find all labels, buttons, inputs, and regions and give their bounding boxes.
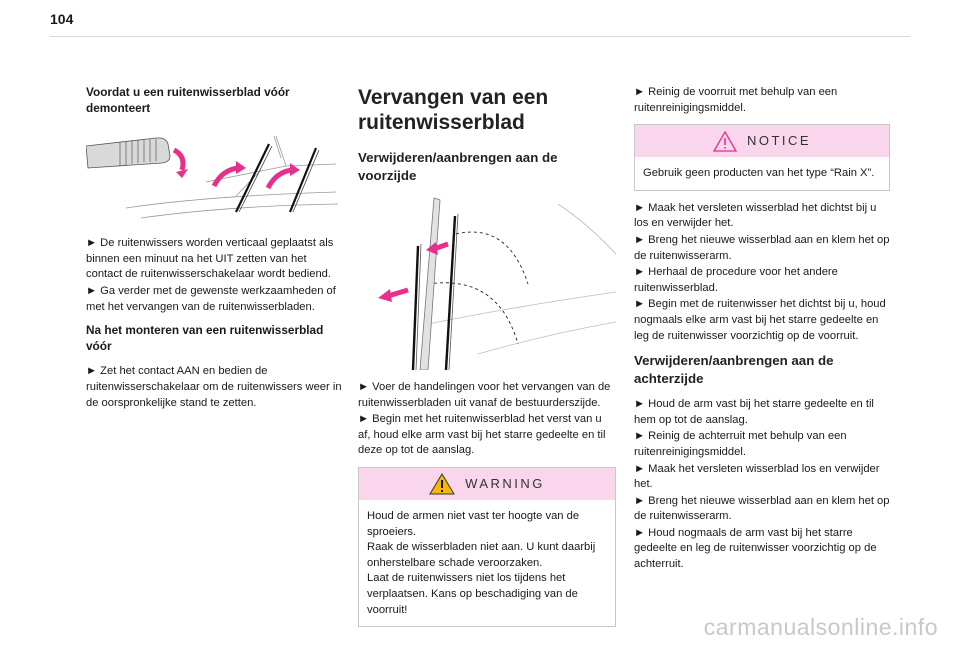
bullet-item: ► Maak het versleten wisserblad het dichtst bij u los en verwijder het. <box>634 201 877 230</box>
column-right <box>634 85 890 581</box>
bullet-item: ► Begin met de ruitenwisser het dichtst bij u, houd nogmaals elke arm vast bij het starre gedeelte en leg de ruitenwisser voorzichtig op de voorruit. <box>634 298 886 342</box>
warning-line: Laat de ruitenwissers niet los tijdens het verplaatsen. Kans op beschadiging van de voorruit! <box>367 572 578 616</box>
notice-body <box>635 157 889 190</box>
bullet-item: ► De ruitenwissers worden verticaal geplaatst als binnen een minuut na het UIT zetten van het contact de ruitenwisserschakelaar wordt bediend. <box>86 237 334 281</box>
bullet-item: ► Houd nogmaals de arm vast bij het starre gedeelte en leg de ruitenwisser voorzichtig op de achterruit. <box>634 526 877 571</box>
page-title: Vervangen van een ruitenwisserblad <box>358 86 549 134</box>
column-middle <box>358 85 616 637</box>
warning-header <box>359 468 615 500</box>
bullet-item: ► Reinig de achterruit met behulp van een ruitenreinigingsmiddel. <box>634 430 847 458</box>
watermark: carmanualsonline.info <box>703 614 938 640</box>
section-heading-front: Verwijderen/aanbrengen aan de voorzijde <box>358 150 558 183</box>
section-heading-before-removal: Voordat u een ruitenwisserblad vóór demonteert <box>86 85 290 115</box>
section-heading-rear: Verwijderen/aanbrengen aan de achterzijde <box>634 353 834 386</box>
warning-title: WARNING <box>465 476 545 492</box>
bullet-item: ► Breng het nieuwe wisserblad aan en klem het op de ruitenwisserarm. <box>634 494 890 523</box>
warning-line: Houd de armen niet vast ter hoogte van de sproeiers. <box>367 509 580 538</box>
notice-text: Gebruik geen producten van het type “Rain X”. <box>643 167 875 180</box>
column-left <box>86 85 342 419</box>
notice-header <box>635 125 889 157</box>
wiper-stalk-illustration <box>86 126 342 226</box>
notice-title: NOTICE <box>746 133 812 149</box>
section-heading-after-mounting: Na het monteren van een ruitenwisserblad vóór <box>86 323 324 353</box>
bullet-item: ► Breng het nieuwe wisserblad aan en klem het op de ruitenwisserarm. <box>634 233 890 262</box>
warning-body <box>359 500 615 626</box>
bullet-item: ► Herhaal de procedure voor het andere ruitenwisserblad. <box>634 266 838 294</box>
bullet-item: ► Maak het versleten wisserblad los en verwijder het. <box>634 462 880 491</box>
warning-triangle-icon <box>429 473 455 495</box>
warning-box <box>358 467 616 627</box>
front-wiper-replacement-illustration <box>358 194 616 370</box>
page-number: 104 <box>50 11 74 27</box>
header-divider <box>50 36 910 37</box>
bullet-item: ► Ga verder met de gewenste werkzaamheden of met het vervangen van de ruitenwisserbladen. <box>86 284 336 313</box>
bullet-item: ► Voer de handelingen voor het vervangen van de ruitenwisserbladen uit vanaf de bestuurderszijde. <box>358 381 611 409</box>
notice-box <box>634 124 890 191</box>
bullet-item: ► Begin met het ruitenwisserblad het verst van u af, houd elke arm vast bij het starre gedeelte en til deze op tot de aanslag. <box>358 413 606 457</box>
bullet-item: ► Zet het contact AAN en bedien de ruitenwisserschakelaar om de ruitenwissers weer in de oorspronkelijke stand te zetten. <box>86 365 342 409</box>
notice-triangle-icon <box>713 131 737 152</box>
warning-line: Raak de wisserbladen niet aan. U kunt daarbij onherstelbare schade veroorzaken. <box>367 541 596 569</box>
bullet-item: ► Houd de arm vast bij het starre gedeelte en til hem op tot de aanslag. <box>634 398 874 426</box>
bullet-item: ► Reinig de voorruit met behulp van een ruitenreinigingsmiddel. <box>634 86 838 114</box>
